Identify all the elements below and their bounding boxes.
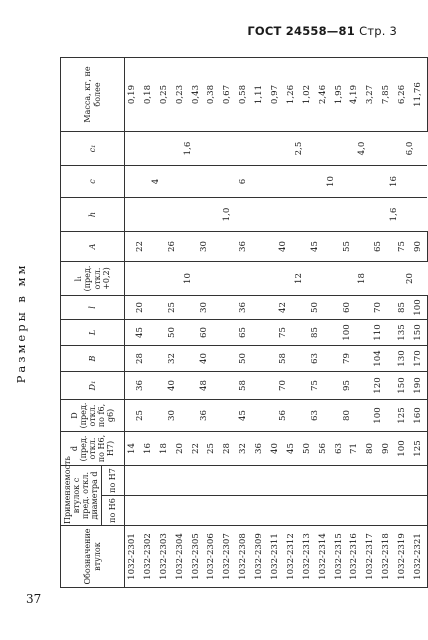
h7-cell [157, 466, 173, 496]
d-cell: 90 [379, 432, 395, 466]
page-header [247, 24, 397, 38]
h6-cell [379, 496, 395, 526]
d-cell: 36 [189, 400, 221, 432]
d-cell: 100 [363, 400, 395, 432]
table-body [125, 58, 428, 588]
designation-cell: 1032-2307 [220, 526, 236, 588]
h7-cell [173, 466, 189, 496]
h7-cell [411, 466, 427, 496]
d1-cell: 36 [125, 372, 157, 400]
d1-cell: 58 [220, 372, 268, 400]
d1-cell: 48 [189, 372, 221, 400]
mass-cell: 1,95 [332, 58, 348, 132]
h7-cell [332, 466, 348, 496]
mass-cell: 3,27 [363, 58, 379, 132]
h6-cell [236, 496, 252, 526]
designation-cell: 1032-2306 [204, 526, 220, 588]
h7-cell [268, 466, 284, 496]
h7-cell [300, 466, 316, 496]
h6-cell [220, 496, 236, 526]
l-cell: 20 [125, 296, 157, 320]
h6-cell [395, 496, 411, 526]
designation-cell: 1032-2311 [268, 526, 284, 588]
mass-cell: 0,38 [204, 58, 220, 132]
table-caption: Размеры в мм [14, 262, 28, 384]
h6-cell [284, 496, 300, 526]
h6-cell [411, 496, 427, 526]
l1-cell: 12 [268, 262, 332, 296]
d-cell: 63 [300, 400, 332, 432]
a-cell: 65 [363, 232, 395, 262]
b-cell: 63 [300, 346, 332, 372]
h-cell: 1,6 [363, 198, 427, 232]
d-cell: 36 [252, 432, 268, 466]
b-cell: 28 [125, 346, 157, 372]
standard-code: ГОСТ 24558—81 [247, 24, 355, 38]
c1-cell [220, 132, 268, 166]
b-cell: 32 [157, 346, 189, 372]
d-cell: 45 [220, 400, 268, 432]
h-cell [268, 198, 363, 232]
l-cell: 100 [332, 320, 364, 346]
page-label: Стр. 3 [359, 24, 397, 38]
l1-cell: 10 [157, 262, 221, 296]
d-cell: 56 [268, 400, 300, 432]
dimensions-table [60, 57, 428, 588]
c-cell: 16 [363, 166, 427, 198]
page-number: 37 [26, 592, 42, 606]
l1-cell: 20 [395, 262, 427, 296]
col-d: d (пред. откл. по H6, H7) [61, 432, 125, 466]
d1-cell: 40 [157, 372, 189, 400]
d-cell: 56 [316, 432, 332, 466]
d-cell: 28 [220, 432, 236, 466]
mass-cell: 1,26 [284, 58, 300, 132]
designation-cell: 1032-2304 [173, 526, 189, 588]
d-cell: 125 [395, 400, 411, 432]
designation-cell: 1032-2321 [411, 526, 427, 588]
c1-cell: 4,0 [332, 132, 396, 166]
l-cell: 50 [300, 296, 332, 320]
designation-cell: 1032-2313 [300, 526, 316, 588]
h6-cell [316, 496, 332, 526]
l-cell: 25 [157, 296, 189, 320]
h6-cell [189, 496, 205, 526]
l-cell: 50 [157, 320, 189, 346]
col-A: A [61, 232, 125, 262]
col-h6: по H6 [102, 496, 125, 526]
h7-cell [189, 466, 205, 496]
a-cell: 90 [411, 232, 427, 262]
d1-cell: 190 [411, 372, 427, 400]
h6-cell [332, 496, 348, 526]
col-mass: Масса, кг, не более [61, 58, 125, 132]
table-row [332, 58, 348, 588]
d-cell: 80 [363, 432, 379, 466]
d-cell: 20 [173, 432, 189, 466]
b-cell: 50 [220, 346, 268, 372]
d-cell: 125 [411, 432, 427, 466]
col-l1: l₁ (пред. откл. +0,2) [61, 262, 125, 296]
col-D1: D₁ [61, 372, 125, 400]
d-cell: 14 [125, 432, 141, 466]
d-cell: 22 [189, 432, 205, 466]
l-cell: 30 [189, 296, 221, 320]
d1-cell: 70 [268, 372, 300, 400]
designation-cell: 1032-2317 [363, 526, 379, 588]
c-cell: 6 [189, 166, 300, 198]
a-cell: 75 [395, 232, 411, 262]
h6-cell [173, 496, 189, 526]
d-cell: 25 [204, 432, 220, 466]
b-cell: 79 [332, 346, 364, 372]
h6-cell [204, 496, 220, 526]
l-cell: 60 [189, 320, 221, 346]
h6-cell [347, 496, 363, 526]
h6-cell [157, 496, 173, 526]
mass-cell: 6,26 [395, 58, 411, 132]
h7-cell [141, 466, 157, 496]
h6-cell [363, 496, 379, 526]
col-D: D (пред. откл. по f6, g6) [61, 400, 125, 432]
d1-cell: 95 [332, 372, 364, 400]
l-cell: 65 [220, 320, 268, 346]
b-cell: 40 [189, 346, 221, 372]
designation-cell: 1032-2312 [284, 526, 300, 588]
a-cell: 30 [189, 232, 221, 262]
d-cell: 18 [157, 432, 173, 466]
designation-cell: 1032-2305 [189, 526, 205, 588]
col-applicability: Применяемость втулок с пред. откл. диаметра d [61, 466, 102, 526]
h7-cell [125, 466, 141, 496]
table-row [220, 58, 236, 588]
d-cell: 32 [236, 432, 252, 466]
col-c: c [61, 166, 125, 198]
designation-cell: 1032-2318 [379, 526, 395, 588]
designation-cell: 1032-2314 [316, 526, 332, 588]
mass-cell: 0,67 [220, 58, 236, 132]
mass-cell: 1,11 [252, 58, 268, 132]
table-row [125, 58, 141, 588]
a-cell: 55 [332, 232, 364, 262]
mass-cell: 7,85 [379, 58, 395, 132]
designation-cell: 1032-2309 [252, 526, 268, 588]
mass-cell: 0,25 [157, 58, 173, 132]
h6-cell [141, 496, 157, 526]
table-row [395, 58, 411, 588]
l-cell: 60 [332, 296, 364, 320]
c-cell: 4 [125, 166, 189, 198]
a-cell: 36 [220, 232, 268, 262]
col-h7: по H7 [102, 466, 125, 496]
col-B: B [61, 346, 125, 372]
designation-cell: 1032-2316 [347, 526, 363, 588]
designation-cell: 1032-2301 [125, 526, 141, 588]
a-cell: 22 [125, 232, 157, 262]
col-l: l [61, 296, 125, 320]
h7-cell [363, 466, 379, 496]
h6-cell [252, 496, 268, 526]
h7-cell [236, 466, 252, 496]
designation-cell: 1032-2315 [332, 526, 348, 588]
table-row [268, 58, 284, 588]
mass-cell: 0,18 [141, 58, 157, 132]
d-cell: 25 [125, 400, 157, 432]
h6-cell [268, 496, 284, 526]
l1-cell: 18 [332, 262, 396, 296]
l-cell: 36 [220, 296, 268, 320]
mass-cell: 4,19 [347, 58, 363, 132]
b-cell: 170 [411, 346, 427, 372]
table-rotator [14, 58, 424, 588]
h7-cell [284, 466, 300, 496]
l-cell: 75 [268, 320, 300, 346]
col-designation: Обозначение втулок [61, 526, 125, 588]
mass-cell: 0,23 [173, 58, 189, 132]
d-cell: 71 [347, 432, 363, 466]
l-cell: 70 [363, 296, 395, 320]
d1-cell: 120 [363, 372, 395, 400]
h7-cell [220, 466, 236, 496]
h7-cell [379, 466, 395, 496]
c1-cell: 1,6 [157, 132, 221, 166]
mass-cell: 0,58 [236, 58, 252, 132]
a-cell: 45 [300, 232, 332, 262]
mass-cell: 11,76 [411, 58, 427, 132]
d-cell: 30 [157, 400, 189, 432]
mass-cell: 1,02 [300, 58, 316, 132]
h7-cell [347, 466, 363, 496]
d-cell: 45 [284, 432, 300, 466]
l-cell: 42 [268, 296, 300, 320]
d-cell: 160 [411, 400, 427, 432]
a-cell: 26 [157, 232, 189, 262]
l1-cell [220, 262, 268, 296]
designation-cell: 1032-2303 [157, 526, 173, 588]
b-cell: 130 [395, 346, 411, 372]
d-cell: 100 [395, 432, 411, 466]
d-cell: 80 [332, 400, 364, 432]
mass-cell: 2,46 [316, 58, 332, 132]
c1-cell [125, 132, 157, 166]
d-cell: 50 [300, 432, 316, 466]
table-row [157, 58, 173, 588]
h7-cell [395, 466, 411, 496]
b-cell: 58 [268, 346, 300, 372]
l-cell: 85 [300, 320, 332, 346]
col-c1: c₁ [61, 132, 125, 166]
d1-cell: 150 [395, 372, 411, 400]
b-cell: 104 [363, 346, 395, 372]
d-cell: 16 [141, 432, 157, 466]
h6-cell [125, 496, 141, 526]
mass-cell: 0,43 [189, 58, 205, 132]
mass-cell: 0,97 [268, 58, 284, 132]
c-cell: 10 [300, 166, 364, 198]
mass-cell: 0,19 [125, 58, 141, 132]
l-cell: 100 [411, 296, 427, 320]
col-h: h [61, 198, 125, 232]
l-cell: 45 [125, 320, 157, 346]
rotated-table-area [14, 58, 424, 588]
l-cell: 85 [395, 296, 411, 320]
l-cell: 135 [395, 320, 411, 346]
h-cell [125, 198, 189, 232]
col-L: L [61, 320, 125, 346]
a-cell: 40 [268, 232, 300, 262]
l-cell: 110 [363, 320, 395, 346]
designation-cell: 1032-2319 [395, 526, 411, 588]
h6-cell [300, 496, 316, 526]
h7-cell [316, 466, 332, 496]
l-cell: 150 [411, 320, 427, 346]
c1-cell: 6,0 [395, 132, 427, 166]
d1-cell: 75 [300, 372, 332, 400]
d-cell: 40 [268, 432, 284, 466]
l1-cell [125, 262, 157, 296]
c1-cell: 2,5 [268, 132, 332, 166]
h7-cell [252, 466, 268, 496]
designation-cell: 1032-2302 [141, 526, 157, 588]
h-cell: 1,0 [189, 198, 268, 232]
d-cell: 63 [332, 432, 348, 466]
h7-cell [204, 466, 220, 496]
designation-cell: 1032-2308 [236, 526, 252, 588]
